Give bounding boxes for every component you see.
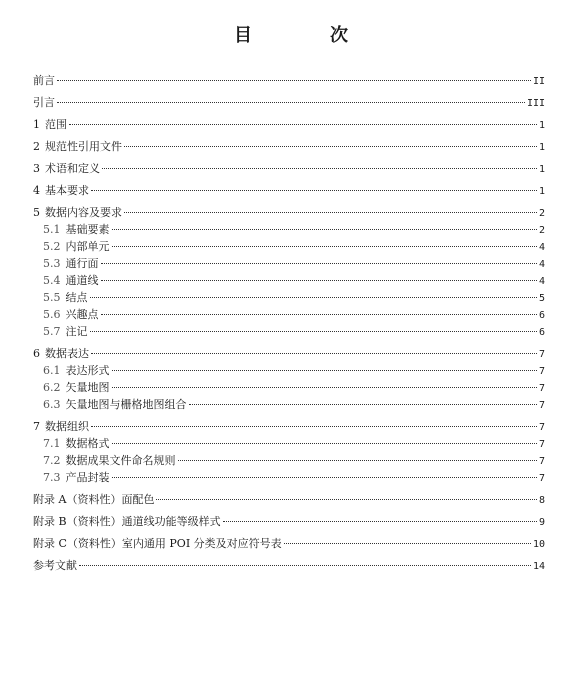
toc-entry-page-number: 14 (532, 561, 545, 572)
toc-entry-page-number: 7 (538, 439, 545, 450)
toc-dot-leader (112, 443, 537, 444)
toc-entry-page-number: 7 (538, 422, 545, 433)
toc-entry[interactable] (33, 379, 545, 396)
toc-entry-number: 5.1 (43, 223, 61, 236)
toc-entry[interactable] (33, 238, 545, 255)
toc-entry-number: 3 (33, 162, 40, 175)
toc-dot-leader (91, 426, 537, 427)
toc-entry[interactable] (33, 289, 545, 306)
toc-entry[interactable] (33, 396, 545, 413)
toc-entry[interactable] (33, 72, 545, 89)
toc-entry[interactable] (33, 418, 545, 435)
toc-entry-number: 4 (33, 184, 40, 197)
toc-entry-label: 矢量地图与栅格地图组合 (65, 398, 187, 411)
toc-dot-leader (112, 477, 537, 478)
toc-entry-number: 5.4 (43, 274, 61, 287)
toc-dot-leader (79, 565, 531, 566)
toc-entry-page-number: 7 (538, 400, 545, 411)
toc-entry-number: 5.6 (43, 308, 61, 321)
toc-entry[interactable] (33, 160, 545, 177)
toc-dot-leader (112, 370, 537, 371)
toc-dot-leader (101, 280, 537, 281)
toc-entry-page-number: 7 (538, 349, 545, 360)
toc-entry-page-number: 4 (538, 242, 545, 253)
toc-entry[interactable] (33, 535, 545, 552)
toc-entry[interactable] (33, 138, 545, 155)
toc-entry-page-number: 10 (532, 539, 545, 550)
toc-entry-label: 附录 C（资料性）室内通用 POI 分类及对应符号表 (33, 537, 282, 550)
toc-entry-number: 2 (33, 140, 40, 153)
toc-dot-leader (112, 387, 537, 388)
toc-entry-page-number: 6 (538, 310, 545, 321)
toc-entry-page-number: 7 (538, 473, 545, 484)
toc-entry-label: 内部单元 (65, 240, 110, 253)
toc-entry-number: 5 (33, 206, 40, 219)
toc-entry-label: 参考文献 (33, 559, 77, 572)
toc-dot-leader (124, 146, 537, 147)
toc-entry[interactable] (33, 221, 545, 238)
toc-entry-label: 术语和定义 (45, 162, 100, 175)
toc-entry-number: 5.3 (43, 257, 61, 270)
toc-entry-number: 6.2 (43, 381, 61, 394)
toc-entry-page-number: 2 (538, 225, 545, 236)
toc-entry-label: 数据成果文件命名规则 (65, 454, 176, 467)
toc-entry-page-number: 4 (538, 259, 545, 270)
toc-entry-label: 注记 (65, 325, 88, 338)
toc-entry-number: 5.7 (43, 325, 61, 338)
toc-entry-page-number: 4 (538, 276, 545, 287)
toc-entry[interactable] (33, 452, 545, 469)
toc-entry[interactable] (33, 557, 545, 574)
toc-entry-label: 数据表达 (45, 347, 89, 360)
toc-entry-label: 范围 (45, 118, 67, 131)
toc-entry[interactable] (33, 182, 545, 199)
toc-entry-page-number: 1 (538, 120, 545, 131)
toc-entry-page-number: 7 (538, 366, 545, 377)
toc-dot-leader (102, 168, 537, 169)
toc-entry[interactable] (33, 513, 545, 530)
toc-entry-label: 通行面 (65, 257, 99, 270)
toc-entry-number: 6.1 (43, 364, 61, 377)
toc-entry-label: 通道线 (65, 274, 99, 287)
toc-entry-page-number: 5 (538, 293, 545, 304)
toc-entry-page-number: 1 (538, 164, 545, 175)
toc-entry-page-number: 2 (538, 208, 545, 219)
toc-entry[interactable] (33, 345, 545, 362)
toc-entry-page-number: 9 (538, 517, 545, 528)
toc-entry[interactable] (33, 255, 545, 272)
toc-entry-label: 结点 (65, 291, 88, 304)
toc-entry-number: 5.5 (43, 291, 61, 304)
toc-entry-number: 5.2 (43, 240, 61, 253)
toc-entry-label: 附录 A（资料性）面配色 (33, 493, 155, 506)
toc-entry-label: 产品封装 (65, 471, 110, 484)
toc-entry-number: 7 (33, 420, 40, 433)
toc-entry-number: 6 (33, 347, 40, 360)
toc-entry-page-number: 1 (538, 186, 545, 197)
toc-entry-number: 7.3 (43, 471, 61, 484)
toc-dot-leader (91, 353, 537, 354)
toc-entry-label: 基础要素 (65, 223, 110, 236)
toc-entry-label: 兴趣点 (65, 308, 99, 321)
toc-entry-page-number: III (526, 98, 545, 109)
toc-entry-number: 7.1 (43, 437, 61, 450)
toc-entry-label: 数据格式 (65, 437, 110, 450)
toc-dot-leader (124, 212, 537, 213)
toc-dot-leader (101, 314, 537, 315)
toc-dot-leader (284, 543, 531, 544)
toc-dot-leader (90, 331, 537, 332)
toc-entry-label: 数据组织 (45, 420, 89, 433)
toc-entry-label: 引言 (33, 96, 55, 109)
toc-entry[interactable] (33, 116, 545, 133)
toc-entry-label: 数据内容及要求 (45, 206, 122, 219)
page-title: 目 次 (234, 25, 378, 46)
toc-entry-number: 1 (33, 118, 40, 131)
toc-dot-leader (57, 102, 525, 103)
toc-entry[interactable] (33, 469, 545, 486)
toc-dot-leader (90, 297, 537, 298)
toc-entry-number: 6.3 (43, 398, 61, 411)
toc-entry-label: 前言 (33, 74, 55, 87)
toc-entry[interactable] (33, 306, 545, 323)
toc-dot-leader (156, 499, 537, 500)
toc-dot-leader (69, 124, 537, 125)
toc-dot-leader (112, 229, 537, 230)
toc-dot-leader (112, 246, 537, 247)
toc-dot-leader (223, 521, 537, 522)
toc-dot-leader (189, 404, 537, 405)
toc-entry-number: 7.2 (43, 454, 61, 467)
toc-entry-label: 基本要求 (45, 184, 89, 197)
toc-entry-page-number: II (532, 76, 545, 87)
toc-entry[interactable] (33, 204, 545, 221)
toc-dot-leader (178, 460, 537, 461)
toc-entry[interactable] (33, 272, 545, 289)
toc-entry-page-number: 7 (538, 456, 545, 467)
toc-entry-label: 表达形式 (65, 364, 110, 377)
table-of-contents (33, 72, 545, 574)
toc-entry-page-number: 7 (538, 383, 545, 394)
toc-entry-label: 附录 B（资料性）通道线功能等级样式 (33, 515, 221, 528)
toc-entry[interactable] (33, 435, 545, 452)
toc-entry[interactable] (33, 94, 545, 111)
toc-dot-leader (91, 190, 537, 191)
toc-entry-page-number: 6 (538, 327, 545, 338)
toc-entry-label: 规范性引用文件 (45, 140, 122, 153)
toc-dot-leader (101, 263, 537, 264)
toc-entry[interactable] (33, 362, 545, 379)
toc-dot-leader (57, 80, 531, 81)
toc-entry[interactable] (33, 491, 545, 508)
toc-entry-page-number: 1 (538, 142, 545, 153)
toc-entry[interactable] (33, 323, 545, 340)
toc-entry-label: 矢量地图 (65, 381, 110, 394)
toc-entry-page-number: 8 (538, 495, 545, 506)
